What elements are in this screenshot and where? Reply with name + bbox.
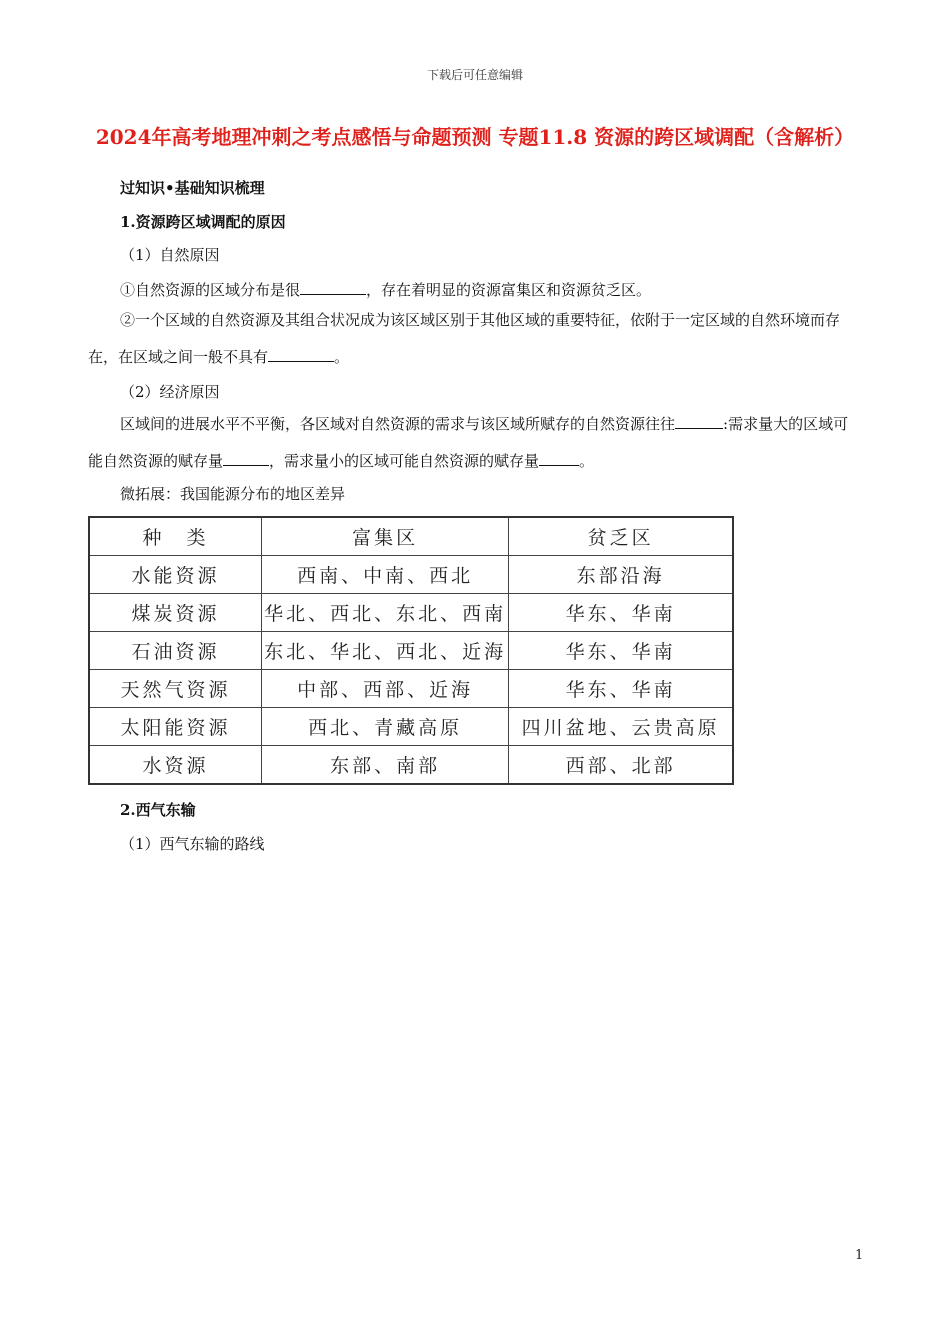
table-cell: 西南、中南、西北 xyxy=(262,556,509,594)
table-cell: 水资源 xyxy=(89,746,262,785)
table-cell: 东部、南部 xyxy=(262,746,509,785)
economic-reason xyxy=(88,406,863,480)
econ-text-c: ，需求量小的区域可能自然资源的赋存量 xyxy=(269,452,540,470)
item2-text-a: ②一个区域的自然资源及其组合状况成为该区域区别于其他区域的重要特征，依附于一定区域的自然环境而存在，在区域之间一般不具有 xyxy=(88,311,841,366)
table-cell: 东部沿海 xyxy=(509,556,733,594)
table-cell: 四川盆地、云贵高原 xyxy=(509,708,733,746)
document-title: 2024年高考地理冲刺之考点感悟与命题预测 专题11.8 资源的跨区域调配（含解析） xyxy=(95,125,855,149)
econ-text-d: 。 xyxy=(579,452,595,470)
part2-sub1: （1）西气东输的路线 xyxy=(120,835,265,853)
item1 xyxy=(120,278,651,300)
part1-heading: 1.资源跨区域调配的原因 xyxy=(120,213,286,231)
table-cell: 天然气资源 xyxy=(89,670,262,708)
table-header-row xyxy=(89,517,733,556)
table-header-cell: 贫乏区 xyxy=(509,517,733,556)
table-row xyxy=(89,632,733,670)
energy-distribution-table xyxy=(88,516,734,785)
item1-text-a: ①自然资源的区域分布是很 xyxy=(120,281,301,299)
fill-blank xyxy=(675,412,723,429)
item2-text-b: 。 xyxy=(334,348,350,366)
table-cell: 东北、华北、西北、近海 xyxy=(262,632,509,670)
part2-heading: 2.西气东输 xyxy=(120,801,196,819)
table-cell: 煤炭资源 xyxy=(89,594,262,632)
table-cell: 西北、青藏高原 xyxy=(262,708,509,746)
header-note: 下载后可任意编辑 xyxy=(426,68,523,82)
extension-label: 微拓展：我国能源分布的地区差异 xyxy=(120,485,346,503)
table-cell: 太阳能资源 xyxy=(89,708,262,746)
item1-text-b: ，存在着明显的资源富集区和资源贫乏区。 xyxy=(366,281,652,299)
item2 xyxy=(88,302,863,376)
section-heading: 过知识•基础知识梳理 xyxy=(120,179,265,197)
table-header-cell: 富集区 xyxy=(262,517,509,556)
table-cell: 华北、西北、东北、西南 xyxy=(262,594,509,632)
econ-text-b: :需求量大的区域可能自然资源的赋存量 xyxy=(88,415,849,470)
part1-sub2: （2）经济原因 xyxy=(120,383,220,401)
table-cell: 石油资源 xyxy=(89,632,262,670)
table-row xyxy=(89,746,733,785)
table-row xyxy=(89,708,733,746)
table-row xyxy=(89,670,733,708)
table-cell: 华东、华南 xyxy=(509,632,733,670)
fill-blank xyxy=(300,278,366,295)
fill-blank xyxy=(223,449,269,466)
table-row xyxy=(89,594,733,632)
fill-blank xyxy=(539,449,579,466)
table-row xyxy=(89,556,733,594)
table-cell: 华东、华南 xyxy=(509,670,733,708)
econ-text-a: 区域间的进展水平不平衡，各区域对自然资源的需求与该区域所赋存的自然资源往往 xyxy=(120,415,676,433)
part1-sub1: （1）自然原因 xyxy=(120,246,220,264)
table-cell: 中部、西部、近海 xyxy=(262,670,509,708)
table-cell: 西部、北部 xyxy=(509,746,733,785)
page-number: 1 xyxy=(855,1248,864,1263)
table-header-cell: 种 类 xyxy=(89,517,262,556)
fill-blank xyxy=(268,345,334,362)
table-cell: 华东、华南 xyxy=(509,594,733,632)
table-cell: 水能资源 xyxy=(89,556,262,594)
